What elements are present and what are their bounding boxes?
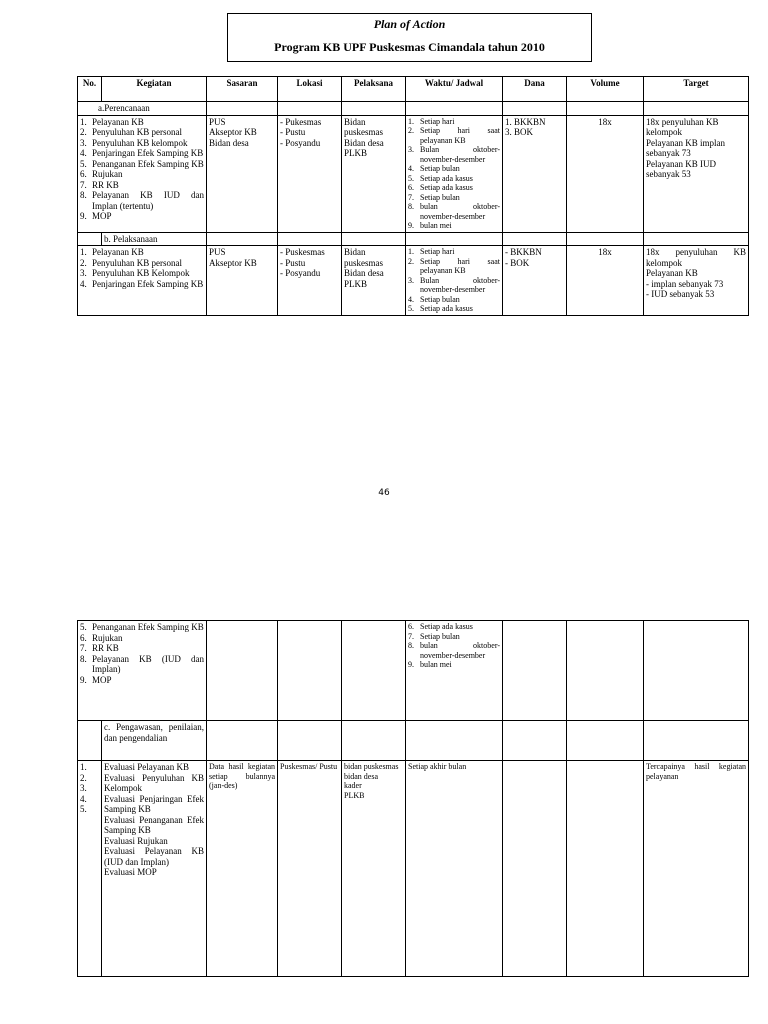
header-kegiatan: Kegiatan xyxy=(102,77,207,102)
page-number: 46 xyxy=(378,488,390,498)
header-dana: Dana xyxy=(503,77,567,102)
cell-line: - IUD sebanyak 53 xyxy=(646,289,715,299)
target-line: 18x penyuluhan KB kelompok xyxy=(646,247,746,268)
item-number: 1. xyxy=(408,247,414,256)
cell-line: Evaluasi MOP xyxy=(104,867,157,877)
list-item xyxy=(408,632,500,642)
list-item xyxy=(408,295,500,305)
list-item xyxy=(80,148,204,159)
item-number: 5. xyxy=(80,158,87,169)
list-item xyxy=(408,641,500,660)
section-label: a.Perencanaan xyxy=(78,102,207,116)
item-number: 8. xyxy=(80,190,87,200)
item-number: 6. xyxy=(408,183,414,192)
list-item xyxy=(80,138,204,149)
title-box xyxy=(227,13,592,62)
item-text: Pelayanan KB xyxy=(92,116,144,127)
item-text: Setiap ada kasus xyxy=(420,183,473,192)
item-number: 5. xyxy=(408,304,414,313)
section-row-pelaksanaan xyxy=(78,232,749,246)
item-number: 8. xyxy=(408,641,414,650)
list-item xyxy=(408,145,500,164)
item-number: 5. xyxy=(408,173,414,183)
cell-line: bidan desa xyxy=(344,771,378,781)
item-number: 9. xyxy=(408,660,414,669)
header-volume: Volume xyxy=(567,77,644,102)
item-number: 4. xyxy=(80,148,87,158)
list-item xyxy=(80,675,204,686)
list-item xyxy=(408,183,500,193)
item-number: 4. xyxy=(80,278,87,289)
item-number: 9. xyxy=(80,674,87,685)
item-number: 8. xyxy=(80,653,87,664)
cell-line: 18x penyuluhan KB kelompok xyxy=(646,116,719,137)
item-number: 3. xyxy=(80,137,87,148)
item-text: Pelayanan KB (IUD dan Implan) xyxy=(92,653,204,674)
table-row xyxy=(78,246,749,316)
item-text: Setiap ada kasus xyxy=(420,173,473,183)
kegiatan-cell xyxy=(78,621,207,721)
item-number: 4. xyxy=(408,164,414,173)
item-number: 1. xyxy=(80,116,87,127)
list-item xyxy=(80,169,204,180)
item-number: 7. xyxy=(80,179,87,190)
item-text: Pelayanan KB IUD dan Implan (tertentu) xyxy=(92,190,204,211)
list-item xyxy=(408,660,500,670)
item-text: Bulan oktober-november-desember xyxy=(420,145,500,164)
cell-line: Akseptor KB xyxy=(209,127,257,137)
item-number: 7. xyxy=(80,643,87,653)
cell-line: Evaluasi Pelayanan KB (IUD dan Implan) xyxy=(104,846,204,867)
sasaran-cell: Data hasil kegiatan setiap bulannya (jan-des) xyxy=(207,761,278,977)
item-number: 3. xyxy=(408,275,414,285)
dana-cell xyxy=(503,115,567,232)
cell-line: - Pustu xyxy=(280,257,306,268)
waktu-cell: Setiap akhir bulan xyxy=(406,761,503,977)
item-text: Penyuluhan KB Kelompok xyxy=(92,268,190,278)
item-text: Penyuluhan KB kelompok xyxy=(92,137,188,148)
cell-line: Evaluasi Penjaringan Efek Samping KB xyxy=(104,793,204,814)
item-text: Setiap bulan xyxy=(420,631,460,641)
cell-line: Bidan desa xyxy=(344,137,384,148)
cell-line: Evaluasi Rujukan xyxy=(104,835,168,846)
cell-line: 1. BKKBN xyxy=(505,116,546,127)
list-item xyxy=(408,202,500,221)
item-text: bulan mei xyxy=(420,221,452,230)
volume-cell: 18x xyxy=(567,246,644,316)
cell-line: 2. xyxy=(80,772,87,783)
list-item xyxy=(80,643,204,654)
item-text: RR KB xyxy=(92,643,119,653)
list-item xyxy=(80,117,204,128)
list-item xyxy=(80,633,204,644)
lokasi-cell xyxy=(278,246,342,316)
item-text: bulan mei xyxy=(420,660,452,669)
item-text: Penjaringan Efek Samping KB xyxy=(92,278,204,289)
header-target: Target xyxy=(644,77,749,102)
item-text: Rujukan xyxy=(92,632,123,643)
cell-line: PUS xyxy=(209,116,226,127)
dana-cell xyxy=(503,246,567,316)
item-text: Setiap hari xyxy=(420,116,455,126)
item-text: Penanganan Efek Samping KB xyxy=(92,158,204,169)
pelaksana-cell xyxy=(342,115,406,232)
cell-line: 3. BOK xyxy=(505,127,534,137)
item-number: 3. xyxy=(80,268,87,278)
header-pelaksana: Pelaksana xyxy=(342,77,406,102)
cell-line: - Posyandu xyxy=(280,137,321,148)
cell-line: 3. xyxy=(80,783,87,793)
item-number: 9. xyxy=(80,211,87,221)
cell-line: - BKKBN xyxy=(505,247,542,257)
item-text: Setiap hari saat pelayanan KB xyxy=(420,256,500,275)
item-text: Setiap hari saat pelayanan KB xyxy=(420,126,500,145)
table-row xyxy=(78,621,749,721)
section-label: c. Pengawasan, penilaian, dan pengendalian xyxy=(102,721,207,761)
list-item xyxy=(80,654,204,675)
header-lokasi: Lokasi xyxy=(278,77,342,102)
item-number: 1. xyxy=(80,247,87,257)
cell-line: - Posyandu xyxy=(280,268,321,278)
cell-line: Evaluasi Penyuluhan KB Kelompok xyxy=(104,772,204,793)
list-item xyxy=(408,117,500,127)
list-item xyxy=(408,257,500,276)
kegiatan-list xyxy=(80,117,204,222)
cell-line: Bidan desa xyxy=(209,137,249,148)
list-item xyxy=(80,622,204,633)
cell-line: PUS xyxy=(209,247,226,257)
kegiatan-cell xyxy=(78,115,207,232)
cell-line: - Pustu xyxy=(280,127,306,137)
item-text: Penjaringan Efek Samping KB xyxy=(92,148,204,158)
list-item xyxy=(408,221,500,231)
sasaran-cell xyxy=(207,246,278,316)
target-cell: Tercapainya hasil kegiatan pelayanan xyxy=(644,761,749,977)
list-item xyxy=(408,164,500,174)
cell-line: Evaluasi Penanganan Efek Samping KB xyxy=(104,814,204,835)
list-item xyxy=(408,193,500,203)
document-title: Plan of Action xyxy=(373,17,446,31)
list-item xyxy=(80,180,204,191)
lokasi-cell xyxy=(278,115,342,232)
header-waktu: Waktu/ Jadwal xyxy=(406,77,503,102)
plan-table-page-2 xyxy=(77,620,749,977)
list-item xyxy=(80,159,204,170)
item-text: Rujukan xyxy=(92,169,123,179)
item-text: MOP xyxy=(92,211,112,221)
list-item xyxy=(80,268,204,279)
item-text: Penyuluhan KB personal xyxy=(92,127,182,137)
item-number: 6. xyxy=(80,632,87,643)
item-number: 8. xyxy=(408,202,414,211)
lokasi-cell: Puskesmas/ Pustu xyxy=(278,761,342,977)
cell-line: PLKB xyxy=(344,148,368,158)
cell-line: Bidan desa xyxy=(344,268,384,278)
item-number: 4. xyxy=(408,294,414,304)
item-number: 6. xyxy=(80,169,87,179)
list-item xyxy=(80,279,204,290)
list-item xyxy=(408,304,500,314)
cell-line: - Puskesmas xyxy=(280,247,325,257)
list-item xyxy=(80,211,204,222)
item-text: Bulan oktober-november-desember xyxy=(420,275,500,294)
header-no: No. xyxy=(78,77,102,102)
item-number: 2. xyxy=(408,256,414,266)
cell-line: PLKB xyxy=(344,790,365,800)
list-item xyxy=(80,190,204,211)
pelaksana-cell xyxy=(342,246,406,316)
cell-line: bidan puskesmas xyxy=(344,762,399,771)
item-number: 2. xyxy=(80,257,87,268)
section-row-perencanaan xyxy=(78,102,749,116)
cell-line: - Pukesmas xyxy=(280,116,322,127)
item-number: 6. xyxy=(408,622,414,631)
target-cell xyxy=(644,246,749,316)
item-number: 5. xyxy=(80,622,87,632)
waktu-cell xyxy=(406,246,503,316)
target-line: Pelayanan KB xyxy=(646,268,698,278)
cell-line: Akseptor KB xyxy=(209,257,257,268)
document-subtitle: Program KB UPF Puskesmas Cimandala tahun 2010 xyxy=(274,40,545,54)
cell-line: 5. xyxy=(80,804,87,814)
waktu-cell xyxy=(406,115,503,232)
list-item xyxy=(408,174,500,184)
item-text: Setiap ada kasus xyxy=(420,622,473,631)
list-item xyxy=(80,258,204,269)
cell-line: Evaluasi Pelayanan KB xyxy=(104,762,189,772)
header-sasaran: Sasaran xyxy=(207,77,278,102)
section-row-pengawasan xyxy=(78,721,749,761)
volume-cell: 18x xyxy=(567,115,644,232)
item-number: 7. xyxy=(408,192,414,202)
item-text: Setiap bulan xyxy=(420,164,460,173)
list-item xyxy=(408,276,500,295)
cell-line: PLKB xyxy=(344,278,368,289)
cell-line: Pelayanan KB IUD sebanyak 53 xyxy=(646,158,716,179)
kegiatan-cell xyxy=(78,246,207,316)
table-row xyxy=(78,115,749,232)
target-cell xyxy=(644,115,749,232)
item-text: Pelayanan KB xyxy=(92,247,144,257)
no-cell xyxy=(78,761,102,977)
item-text: Penanganan Efek Samping KB xyxy=(92,622,204,632)
item-text: Setiap ada kasus xyxy=(420,304,473,313)
cell-line: Bidan puskesmas xyxy=(344,247,383,268)
item-number: 9. xyxy=(408,221,414,230)
sasaran-cell xyxy=(207,115,278,232)
cell-line: - BOK xyxy=(505,257,530,268)
cell-line: 4. xyxy=(80,793,87,804)
table-row xyxy=(78,761,749,977)
item-number: 3. xyxy=(408,145,414,154)
list-item xyxy=(80,127,204,138)
item-text: Setiap hari xyxy=(420,247,455,256)
cell-line: - implan sebanyak 73 xyxy=(646,278,724,289)
item-text: Setiap bulan xyxy=(420,294,460,304)
list-item xyxy=(408,126,500,145)
list-item xyxy=(80,247,204,258)
item-text: RR KB xyxy=(92,179,119,190)
item-number: 1. xyxy=(408,116,414,126)
cell-line: kader xyxy=(344,781,362,790)
header-row xyxy=(78,77,749,102)
pelaksana-cell xyxy=(342,761,406,977)
list-item xyxy=(408,622,500,632)
item-text: MOP xyxy=(92,674,112,685)
cell-line: 1. xyxy=(80,762,87,772)
item-number: 2. xyxy=(80,127,87,137)
item-text: bulan oktober-november-desember xyxy=(420,202,500,221)
kegiatan-cell xyxy=(102,761,207,977)
item-number: 2. xyxy=(408,126,414,135)
section-label: b. Pelaksanaan xyxy=(102,232,207,246)
cell-line: Bidan puskesmas xyxy=(344,116,383,137)
item-text: Setiap bulan xyxy=(420,192,460,202)
item-text: bulan oktober-november-desember xyxy=(420,641,500,660)
list-item xyxy=(408,247,500,257)
item-number: 7. xyxy=(408,631,414,641)
waktu-cell xyxy=(406,621,503,721)
plan-table-page-1 xyxy=(77,76,749,316)
item-text: Penyuluhan KB personal xyxy=(92,257,182,268)
cell-line: Pelayanan KB implan sebanyak 73 xyxy=(646,137,725,158)
